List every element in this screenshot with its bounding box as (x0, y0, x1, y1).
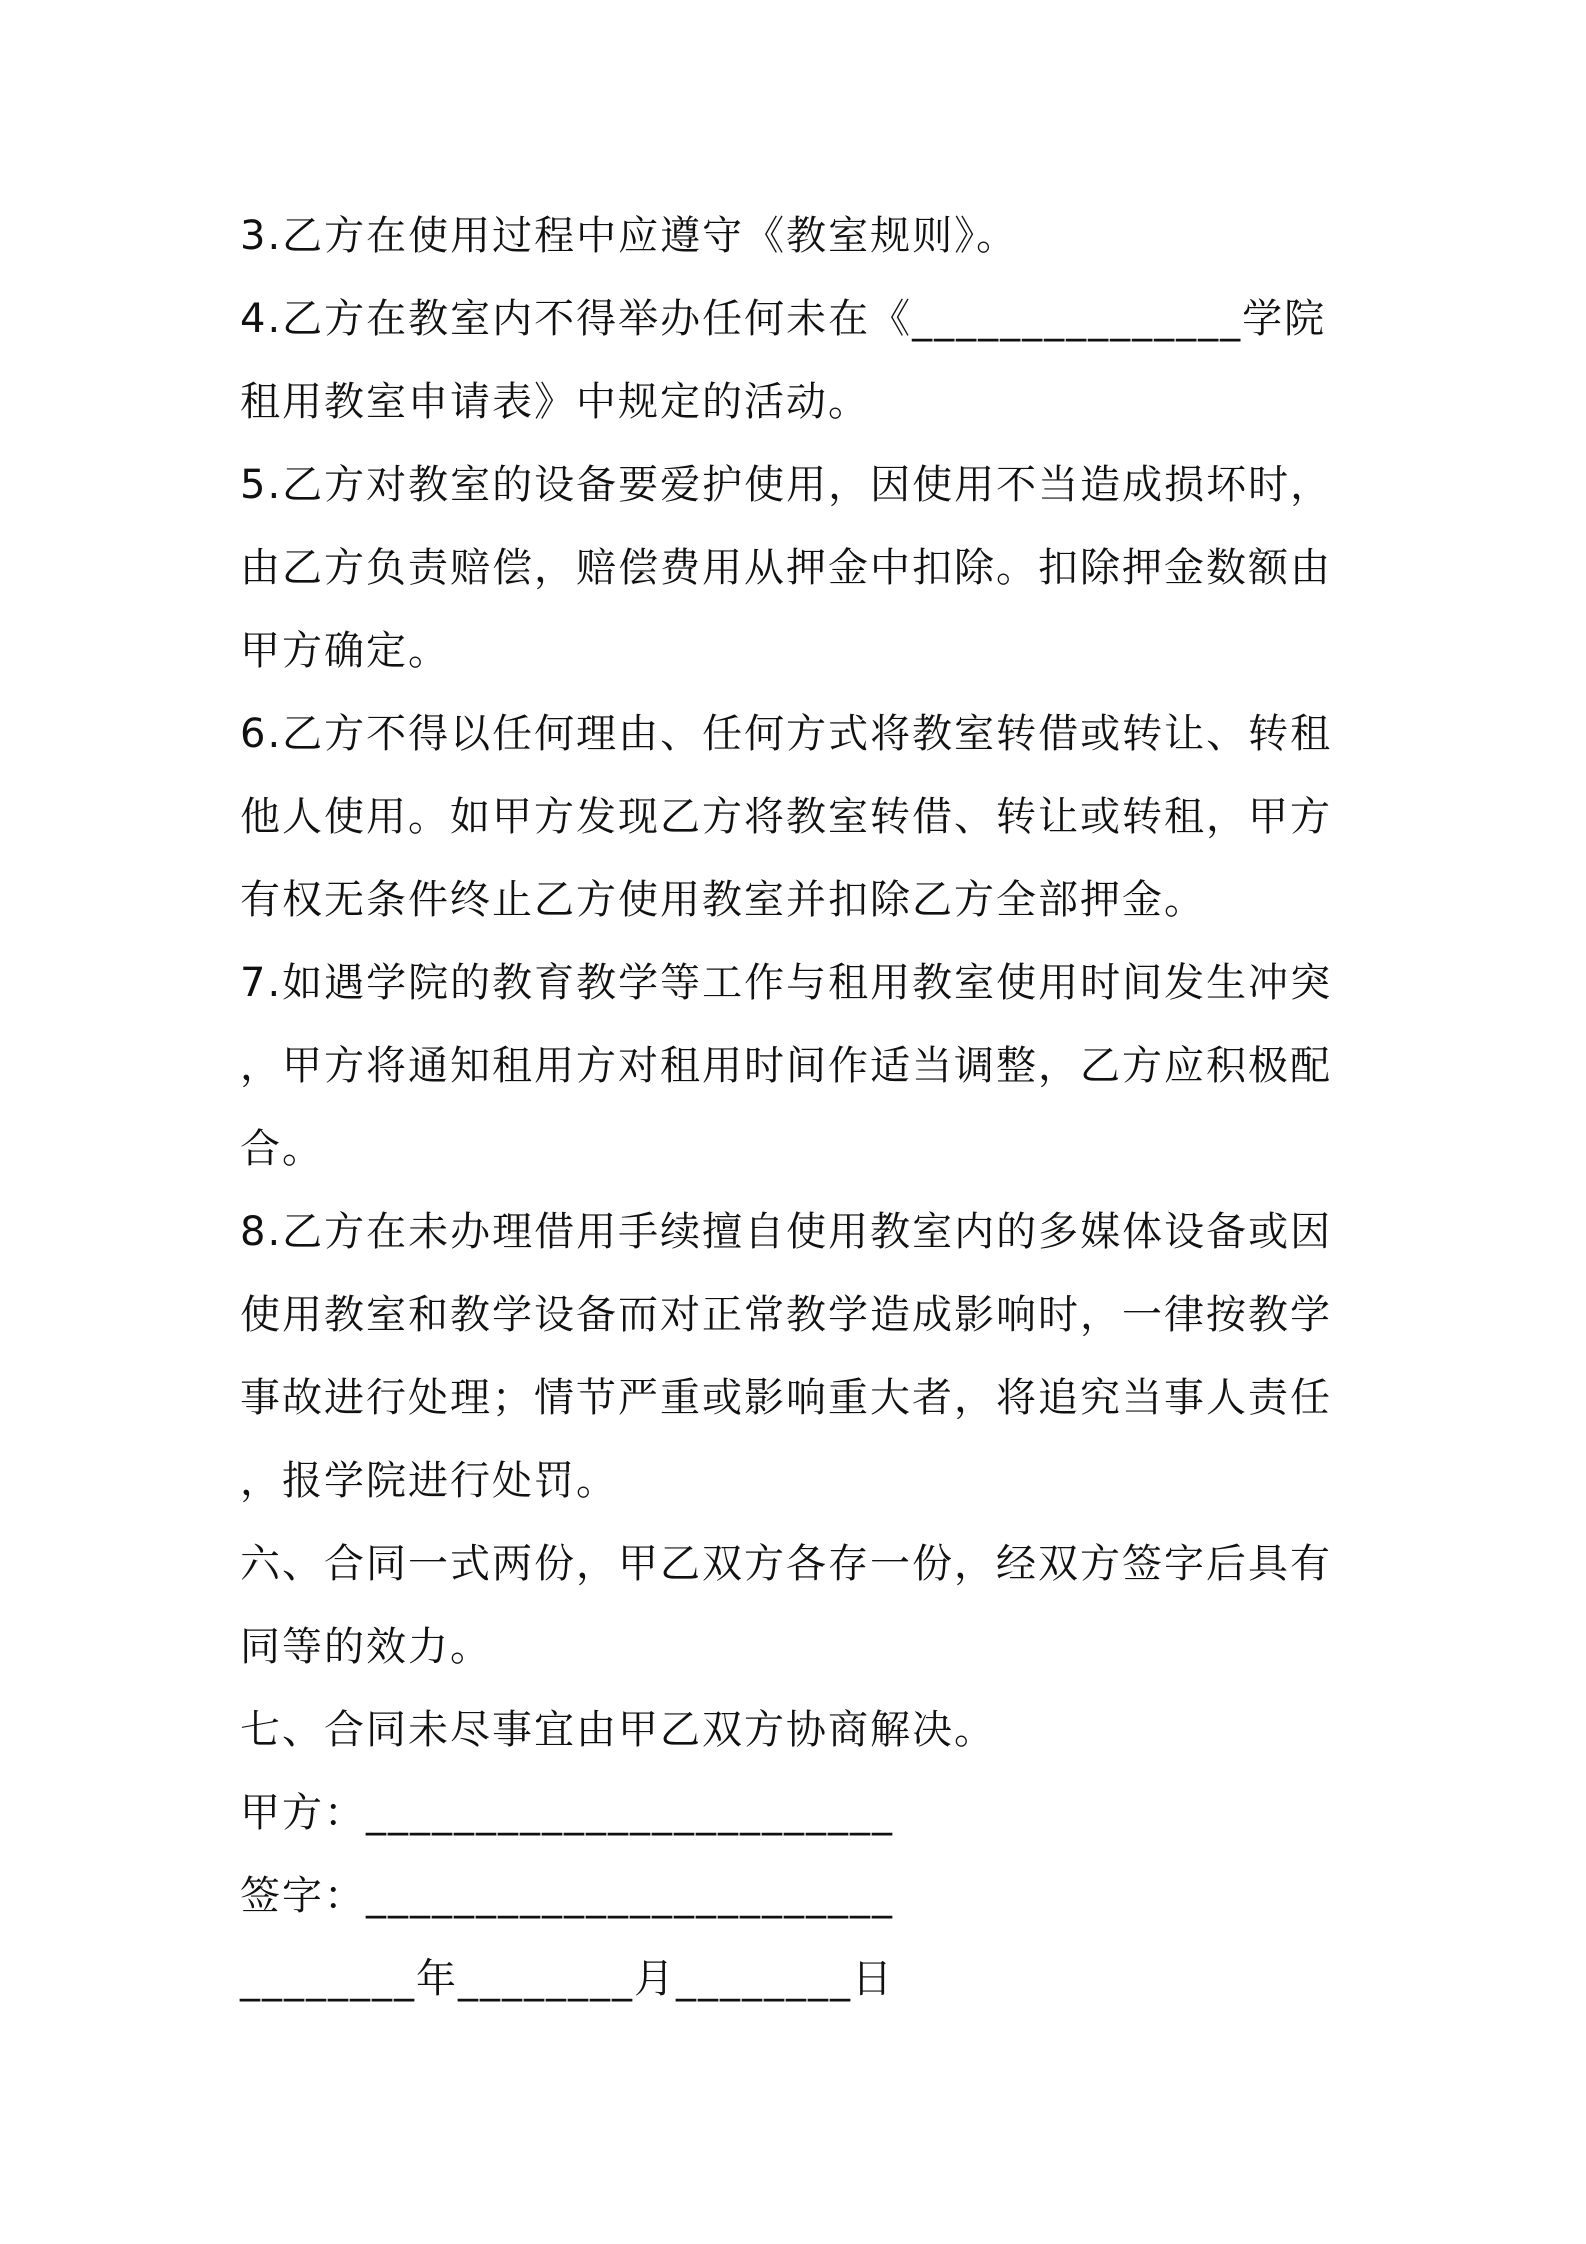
date-line: ________年________月________日 (240, 1956, 894, 2002)
section-7-line: 七、合同未尽事宜由甲乙双方协商解决。 (240, 1707, 996, 1753)
clause-6-line-3: 有权无条件终止乙方使用教室并扣除乙方全部押金。 (240, 877, 1206, 923)
section-6-line-1: 六、合同一式两份，甲乙双方各存一份，经双方签字后具有 (240, 1541, 1332, 1587)
contract-text-body (240, 195, 1360, 2021)
clause-6-line-2: 他人使用。如甲方发现乙方将教室转借、转让或转租，甲方 (240, 794, 1332, 840)
clause-8-line-3: 事故进行处理；情节严重或影响重大者，将追究当事人责任 (240, 1375, 1332, 1421)
clause-6-line-1: 6.乙方不得以任何理由、任何方式将教室转借或转让、转租 (240, 711, 1333, 757)
signature-line: 签字：________________________ (240, 1873, 894, 1919)
clause-7-line-2: ，甲方将通知租用方对租用时间作适当调整，乙方应积极配 (240, 1043, 1332, 1089)
clause-8-line-4: ，报学院进行处罚。 (240, 1458, 618, 1504)
party-a-signature-line: 甲方：________________________ (240, 1790, 894, 1836)
clause-4-line-2: 租用教室申请表》中规定的活动。 (240, 379, 870, 425)
clause-5-line-2: 由乙方负责赔偿，赔偿费用从押金中扣除。扣除押金数额由 (240, 545, 1332, 591)
clause-7-line-3: 合。 (240, 1126, 324, 1172)
section-6-line-2: 同等的效力。 (240, 1624, 492, 1670)
clause-8-line-1: 8.乙方在未办理借用手续擅自使用教室内的多媒体设备或因 (240, 1209, 1333, 1255)
clause-5-line-1: 5.乙方对教室的设备要爱护使用，因使用不当造成损坏时， (240, 462, 1333, 508)
clause-7-line-1: 7.如遇学院的教育教学等工作与租用教室使用时间发生冲突 (240, 960, 1333, 1006)
clause-5-line-3: 甲方确定。 (240, 628, 450, 674)
clause-8-line-2: 使用教室和教学设备而对正常教学造成影响时，一律按教学 (240, 1292, 1332, 1338)
clause-4-line-1: 4.乙方在教室内不得举办任何未在《_______________学院 (240, 296, 1327, 342)
clause-3-line-1: 3.乙方在使用过程中应遵守《教室规则》。 (240, 213, 1019, 259)
